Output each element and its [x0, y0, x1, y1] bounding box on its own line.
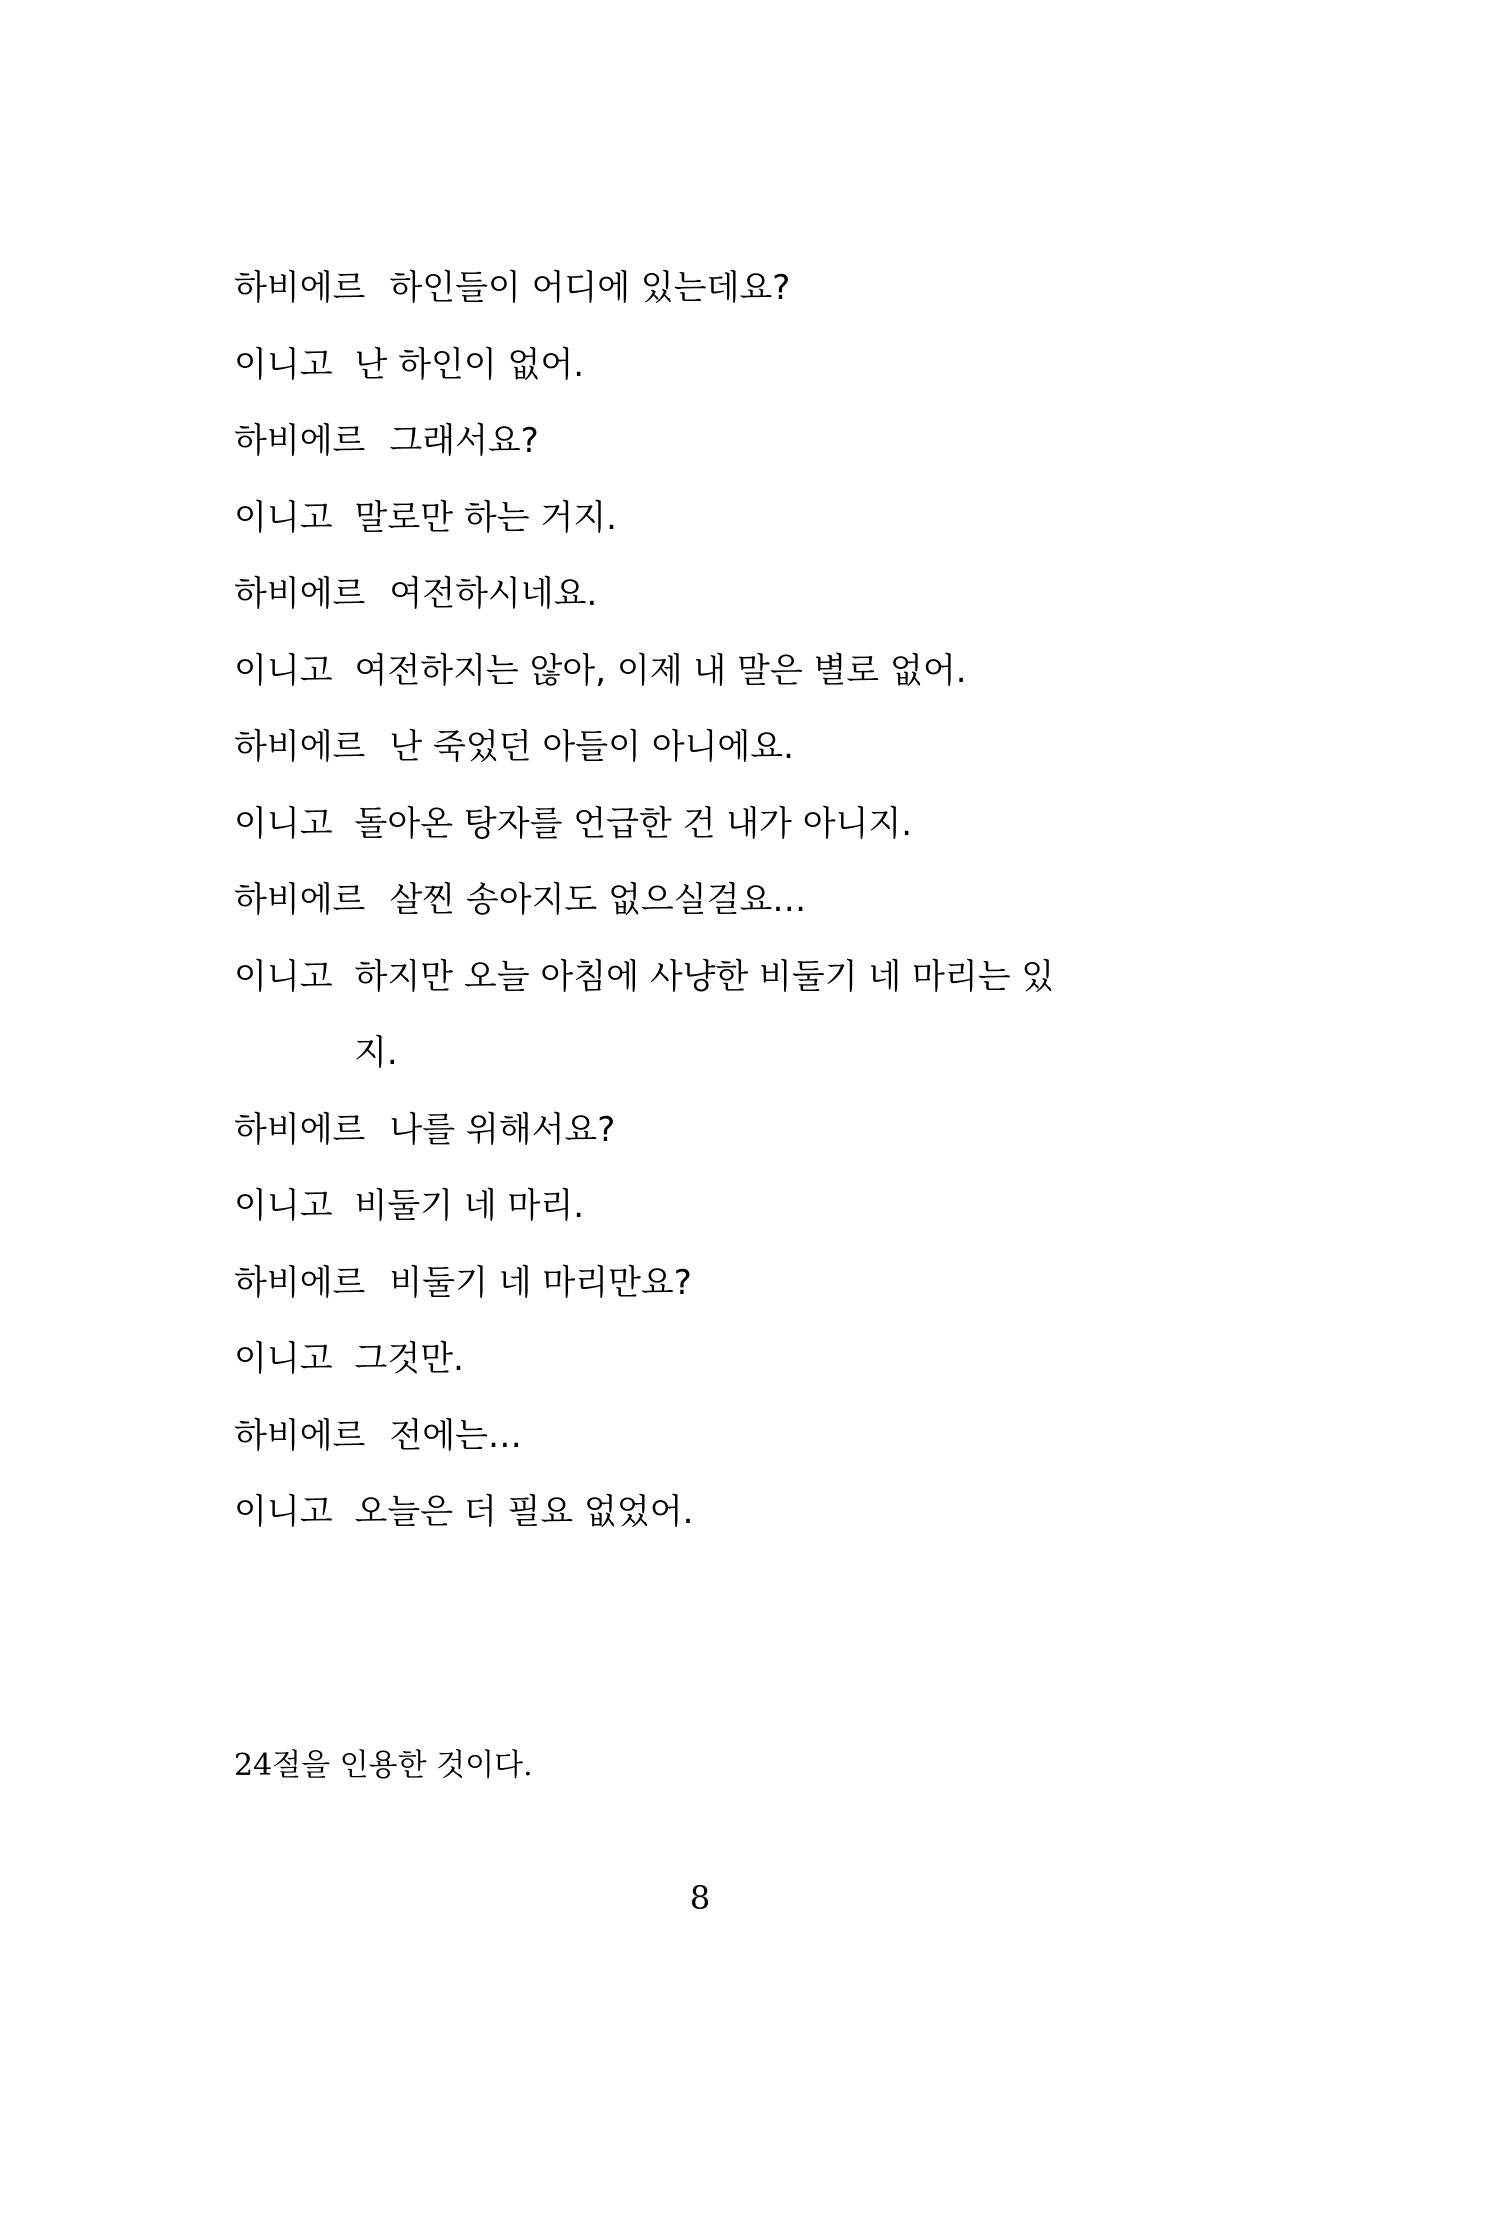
speaker-name: 하비에르	[234, 727, 366, 767]
dialogue-line	[234, 709, 1284, 786]
dialogue-line	[234, 1245, 1284, 1322]
page-number: 8	[689, 1879, 711, 1917]
dialogue-line	[234, 556, 1284, 633]
speech-text: 하지만 오늘 아침에 사냥한 비둘기 네 마리는 있	[354, 956, 1055, 997]
speech-text: 난 하인이 없어.	[354, 344, 585, 385]
speaker-name: 이니고	[234, 344, 333, 385]
speech-text: 살찐 송아지도 없으실걸요…	[389, 880, 807, 920]
dialogue-line-continuation	[234, 1015, 1284, 1092]
speaker-name: 이니고	[234, 650, 333, 691]
speaker-name: 하비에르	[234, 1262, 366, 1303]
dialogue-block	[234, 250, 1284, 1551]
speech-text: 난 죽었던 아들이 아니에요.	[389, 727, 794, 767]
speaker-name: 하비에르	[234, 1109, 366, 1150]
speech-text: 하인들이 어디에 있는데요?	[389, 268, 791, 308]
speech-text: 나를 위해서요?	[389, 1109, 616, 1150]
dialogue-line	[234, 1474, 1284, 1551]
speaker-name: 하비에르	[234, 574, 366, 614]
speech-text: 여전하지는 않아, 이제 내 말은 별로 없어.	[354, 650, 967, 691]
speaker-name: 이니고	[234, 1339, 333, 1379]
speech-text: 말로만 하는 거지.	[354, 497, 617, 538]
dialogue-line	[234, 480, 1284, 557]
speech-text: 비둘기 네 마리.	[354, 1186, 585, 1226]
speaker-name: 이니고	[234, 956, 333, 997]
speaker-name: 이니고	[234, 803, 333, 844]
speech-text: 전에는…	[389, 1415, 522, 1456]
speaker-name: 하비에르	[234, 421, 366, 461]
speaker-name: 하비에르	[234, 268, 366, 308]
speaker-name: 이니고	[234, 497, 333, 538]
speech-text: 비둘기 네 마리만요?	[389, 1262, 692, 1303]
speech-text-continuation: 지.	[354, 1033, 398, 1073]
dialogue-line	[234, 403, 1284, 480]
speaker-name: 이니고	[234, 1492, 333, 1532]
dialogue-line	[234, 327, 1284, 404]
dialogue-line	[234, 1092, 1284, 1169]
speaker-name: 하비에르	[234, 1415, 366, 1456]
speech-text: 그래서요?	[389, 421, 539, 461]
speaker-name: 이니고	[234, 1186, 333, 1226]
speech-text: 그것만.	[354, 1339, 464, 1379]
speaker-name: 하비에르	[234, 880, 366, 920]
speech-text: 돌아온 탕자를 언급한 건 내가 아니지.	[354, 803, 913, 844]
dialogue-line	[234, 862, 1284, 939]
dialogue-line	[234, 250, 1284, 327]
dialogue-line	[234, 633, 1284, 710]
dialogue-line	[234, 939, 1284, 1016]
dialogue-line	[234, 1168, 1284, 1245]
footnote: 24절을 인용한 것이다.	[234, 1748, 533, 1783]
dialogue-line	[234, 1398, 1284, 1475]
dialogue-line	[234, 786, 1284, 863]
dialogue-line	[234, 1321, 1284, 1398]
speech-text: 여전하시네요.	[389, 574, 598, 614]
speech-text: 오늘은 더 필요 없었어.	[354, 1492, 694, 1532]
